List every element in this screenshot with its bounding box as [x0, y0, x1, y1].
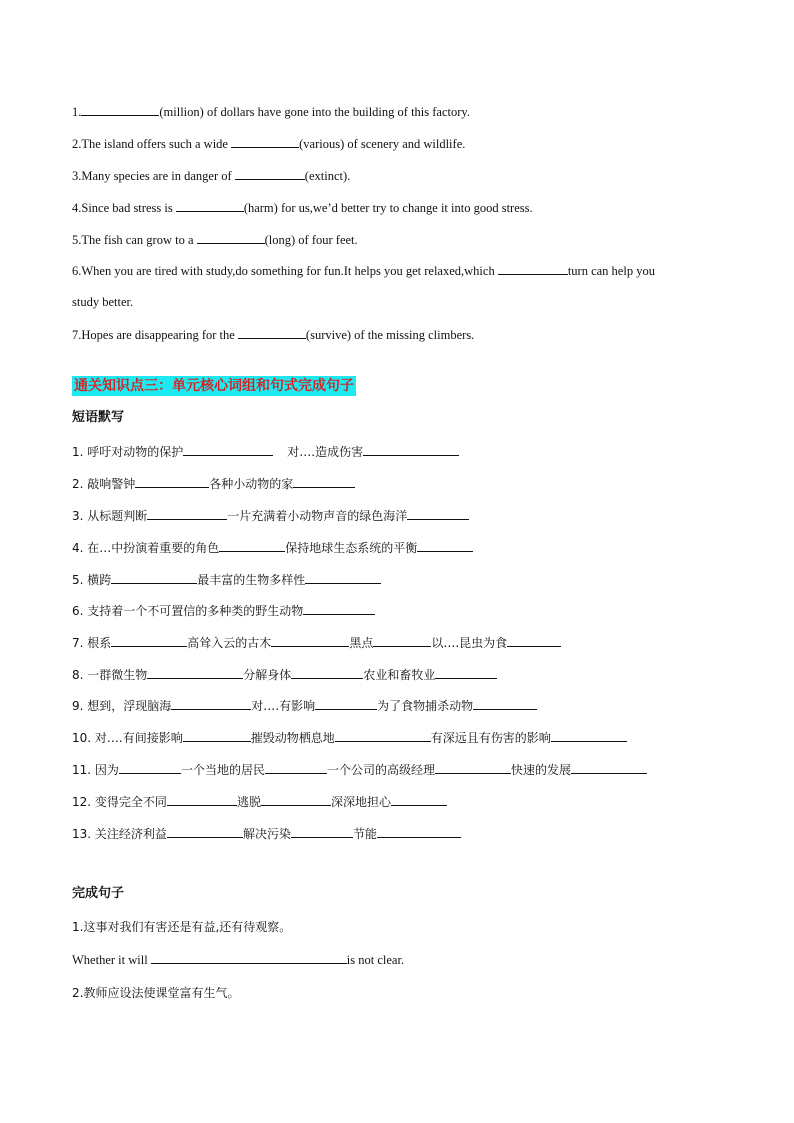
exercise-item-4 — [72, 199, 732, 216]
answer-blank[interactable] — [507, 634, 561, 647]
phrase-text: 各种小动物的家 — [209, 477, 294, 491]
phrase-text: 因为 — [94, 763, 119, 777]
item-number: 10. — [72, 731, 92, 745]
answer-blank[interactable] — [219, 539, 285, 552]
answer-blank[interactable] — [293, 475, 355, 488]
item-text: 4.Since bad stress is — [72, 201, 176, 215]
phrase-row-1 — [72, 443, 732, 460]
sentence-prompt-1: 1.这事对我们有害还是有益,还有待观察。 — [72, 920, 292, 934]
phrase-row-8 — [72, 666, 732, 683]
sentence-text: is not clear. — [346, 953, 405, 967]
phrase-text: 呼吁对动物的保护 — [87, 445, 184, 459]
phrase-text: 高耸入云的古木 — [187, 636, 272, 650]
phrase-text: 支持着一个不可置信的多种类的野生动物 — [87, 604, 304, 618]
phrase-row-6 — [72, 602, 732, 619]
answer-blank[interactable] — [265, 761, 327, 774]
item-text: 3.Many species are in danger of — [72, 169, 235, 183]
item-text: (long) of four feet. — [264, 233, 358, 247]
section-title: 通关知识点三：单元核心词组和句式完成句子 — [74, 378, 354, 394]
phrase-text: 对….有间接影响 — [94, 731, 183, 745]
sentence-prompt-2: 2.教师应设法使课堂富有生气。 — [72, 986, 240, 1000]
item-number: 5. — [72, 573, 84, 587]
phrase-row-9 — [72, 697, 732, 714]
answer-blank[interactable] — [335, 729, 431, 742]
phrase-text: 一个公司的高级经理 — [326, 763, 435, 777]
phrase-text: 为了食物捕杀动物 — [377, 699, 474, 713]
answer-blank[interactable] — [111, 571, 197, 584]
phrase-text: 一片充满着小动物声音的绿色海洋 — [227, 509, 408, 523]
phrase-text: 快速的发展 — [510, 763, 571, 777]
item-text: turn can help you — [567, 264, 655, 278]
item-number: 4. — [72, 541, 84, 555]
item-text: (harm) for us,we’d better try to change it into good stress. — [243, 201, 533, 215]
phrase-text: 以….昆虫为食 — [431, 636, 508, 650]
phrase-text: 一群微生物 — [87, 668, 148, 682]
answer-blank[interactable] — [291, 825, 353, 838]
answer-blank[interactable] — [238, 326, 306, 339]
answer-blank[interactable] — [417, 539, 473, 552]
answer-blank[interactable] — [135, 475, 209, 488]
item-number: 2. — [72, 477, 84, 491]
phrase-text: 在…中扮演着重要的角色 — [87, 541, 220, 555]
phrase-text: 黑点 — [349, 636, 374, 650]
answer-blank[interactable] — [147, 507, 227, 520]
answer-blank[interactable] — [391, 793, 447, 806]
exercise-item-5 — [72, 231, 732, 248]
phrase-text: 保持地球生态系统的平衡 — [285, 541, 418, 555]
answer-blank[interactable] — [291, 666, 363, 679]
answer-blank[interactable] — [271, 634, 349, 647]
answer-blank[interactable] — [231, 135, 299, 148]
phrase-text: 分解身体 — [243, 668, 292, 682]
phrase-text: 解决污染 — [242, 827, 291, 841]
answer-blank[interactable] — [435, 761, 511, 774]
phrase-row-10 — [72, 729, 732, 746]
answer-blank[interactable] — [407, 507, 469, 520]
answer-blank[interactable] — [119, 761, 181, 774]
answer-blank[interactable] — [435, 666, 497, 679]
item-text: 2.The island offers such a wide — [72, 137, 232, 151]
exercise-item-3 — [72, 167, 732, 184]
exercise-item-2 — [72, 135, 732, 152]
answer-blank[interactable] — [197, 231, 265, 244]
phrase-text: 摧毁动物栖息地 — [250, 731, 335, 745]
answer-blank[interactable] — [473, 697, 537, 710]
exercise-item-6-cont — [72, 294, 732, 310]
phrase-text: 有深远且有伤害的影响 — [430, 731, 551, 745]
answer-blank[interactable] — [147, 666, 243, 679]
answer-blank[interactable] — [183, 443, 273, 456]
sentence-text: Whether it will — [72, 953, 151, 967]
phrase-row-5 — [72, 571, 732, 588]
item-number: 8. — [72, 668, 84, 682]
phrase-text: 农业和畜牧业 — [363, 668, 436, 682]
answer-blank[interactable] — [303, 602, 375, 615]
item-text: 5.The fish can grow to a — [72, 233, 197, 247]
exercise-item-1 — [72, 103, 732, 120]
exercise-item-7 — [72, 326, 732, 343]
item-text: (various) of scenery and wildlife. — [299, 137, 466, 151]
item-text: (extinct). — [304, 169, 351, 183]
item-number: 7. — [72, 636, 84, 650]
answer-blank[interactable] — [81, 103, 159, 116]
item-number: 13. — [72, 827, 92, 841]
item-text: study better. — [72, 295, 134, 309]
phrase-text: 一个当地的居民 — [180, 763, 265, 777]
item-text: 6.When you are tired with study,do something for fun.It helps you get relaxed,which — [72, 264, 498, 278]
phrase-row-4 — [72, 539, 732, 556]
item-number: 3. — [72, 509, 84, 523]
answer-blank[interactable] — [235, 167, 305, 180]
phrase-text: 想到，浮现脑海 — [87, 699, 172, 713]
answer-blank[interactable] — [571, 761, 647, 774]
answer-blank[interactable] — [111, 634, 187, 647]
answer-blank[interactable] — [305, 571, 381, 584]
sentences-heading: 完成句子 — [72, 886, 125, 901]
phrase-text: 从标题判断 — [87, 509, 148, 523]
item-text: 7.Hopes are disappearing for the — [72, 328, 238, 342]
phrase-text: 横跨 — [87, 573, 112, 587]
answer-blank[interactable] — [183, 729, 251, 742]
phrase-text: 对….有影响 — [251, 699, 316, 713]
item-number: 11. — [72, 763, 92, 777]
phrase-row-11 — [72, 761, 732, 778]
phrase-text: 关注经济利益 — [94, 827, 167, 841]
answer-blank[interactable] — [551, 729, 627, 742]
item-text: (survive) of the missing climbers. — [305, 328, 475, 342]
answer-blank[interactable] — [377, 825, 461, 838]
phrase-row-2 — [72, 475, 732, 492]
item-text: 1. — [72, 105, 82, 119]
answer-blank[interactable] — [373, 634, 431, 647]
answer-blank[interactable] — [151, 951, 347, 964]
phrase-row-13 — [72, 825, 732, 842]
phrase-text: 根系 — [87, 636, 112, 650]
phrase-text: 敲响警钟 — [87, 477, 136, 491]
phrase-text: 变得完全不同 — [94, 795, 167, 809]
phrase-text: 最丰富的生物多样性 — [197, 573, 306, 587]
item-number: 9. — [72, 699, 84, 713]
item-text: (million) of dollars have gone into the building of this factory. — [159, 105, 470, 119]
answer-blank[interactable] — [261, 793, 331, 806]
phrase-text: 节能 — [352, 827, 377, 841]
answer-blank[interactable] — [171, 697, 251, 710]
phrase-row-7 — [72, 634, 732, 651]
exercise-item-6 — [72, 262, 732, 279]
item-number: 1. — [72, 445, 84, 459]
phrase-row-3 — [72, 507, 732, 524]
item-number: 12. — [72, 795, 92, 809]
phrase-row-12 — [72, 793, 732, 810]
answer-blank[interactable] — [498, 262, 568, 275]
phrases-heading: 短语默写 — [72, 410, 125, 425]
phrase-text: 对….造成伤害 — [287, 445, 364, 459]
sentence-answer-1 — [72, 951, 732, 968]
phrase-text: 深深地担心 — [330, 795, 391, 809]
phrase-text: 逃脱 — [236, 795, 261, 809]
answer-blank[interactable] — [167, 825, 243, 838]
answer-blank[interactable] — [167, 793, 237, 806]
answer-blank[interactable] — [315, 697, 377, 710]
answer-blank[interactable] — [363, 443, 459, 456]
answer-blank[interactable] — [176, 199, 244, 212]
item-number: 6. — [72, 604, 84, 618]
